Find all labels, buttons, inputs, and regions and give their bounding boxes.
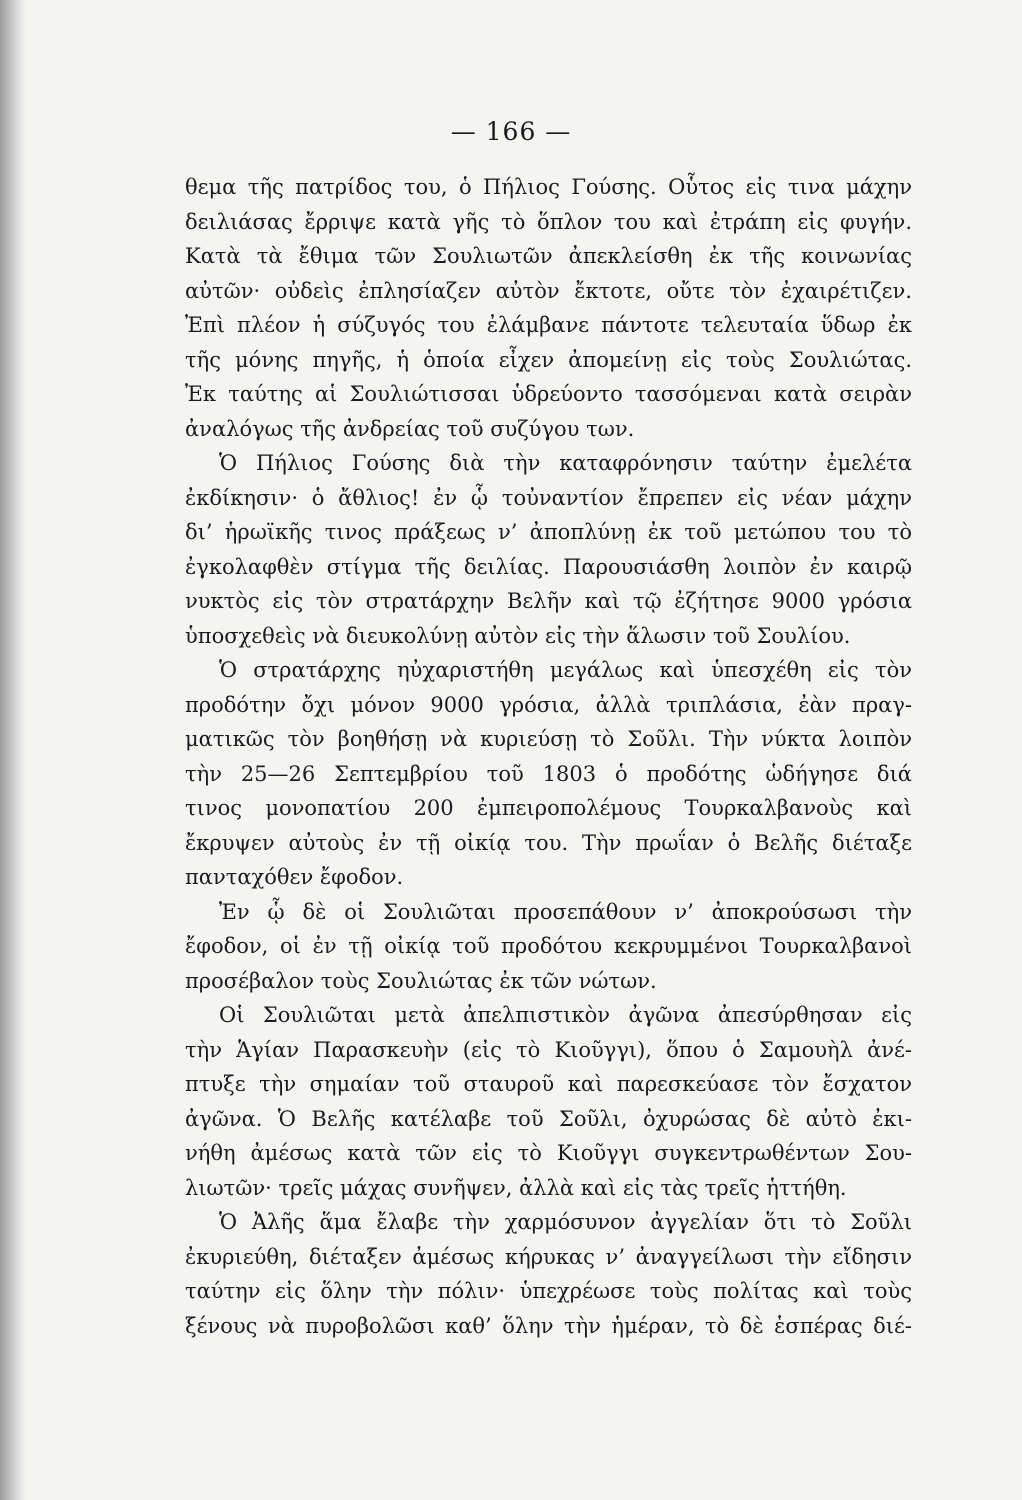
- text-line: πτυξε τὴν σημαίαν τοῦ σταυροῦ καὶ παρεσκεύασε τὸν ἔσχατον: [185, 1072, 912, 1096]
- text-line: τῆς μόνης πηγῆς, ἡ ὁποία εἶχεν ἀπομείνῃ εἰς τοὺς Σουλιώτας.: [185, 347, 912, 372]
- body-text: [185, 170, 912, 1343]
- text-line: λιωτῶν· τρεῖς μάχας συνῆψεν, ἀλλὰ καὶ εἰς τὰς τρεῖς ἡττήθη.: [185, 1175, 847, 1200]
- text-line: νυκτὸς εἰς τὸν στρατάρχην Βελῆν καὶ τῷ ἐζήτησε 9000 γρόσια: [185, 589, 912, 613]
- text-line: ἀγῶνα. Ὁ Βελῆς κατέλαβε τοῦ Σοῦλι, ὀχυρώσας δὲ αὐτὸ ἐκι-: [185, 1106, 912, 1131]
- page-number: — 166 —: [450, 117, 572, 146]
- text-line: ὑποσχεθεὶς νὰ διευκολύνῃ αὐτὸν εἰς τὴν ἅλωσιν τοῦ Σουλίου.: [185, 623, 851, 648]
- text-line: Οἱ Σουλιῶται μετὰ ἀπελπιστικὸν ἀγῶνα ἀπεσύρθησαν εἰς: [219, 1003, 912, 1027]
- text-line: Ὁ στρατάρχης ηὐχαριστήθη μεγάλως καὶ ὑπεσχέθη εἰς τὸν: [219, 658, 912, 682]
- text-line: ματικῶς τὸν βοηθήσῃ νὰ κυριεύσῃ τὸ Σοῦλι. Τὴν νύκτα λοιπὸν: [185, 727, 912, 751]
- text-line: ἐκδίκησιν· ὁ ἄθλιος! ἐν ᾧ τοὐναντίον ἔπρεπεν εἰς νέαν μάχην: [185, 485, 912, 510]
- text-line: τὴν Ἁγίαν Παρασκευὴν (εἰς τὸ Κιοῦγγι), ὅπου ὁ Σαμουὴλ ἀνέ-: [185, 1037, 912, 1062]
- text-line: αὐτῶν· οὐδεὶς ἐπλησίαζεν αὐτὸν ἔκτοτε, οὔτε τὸν ἐχαιρέτιζεν.: [185, 278, 912, 303]
- text-line: θεμα τῆς πατρίδος του, ὁ Πήλιος Γούσης. Οὗτος εἰς τινα μάχην: [185, 175, 912, 199]
- text-line: πανταχόθεν ἔφοδον.: [185, 865, 404, 889]
- text-line: ταύτην εἰς ὅλην τὴν πόλιν· ὑπεχρέωσε τοὺς πολίτας καὶ τοὺς: [185, 1279, 912, 1303]
- text-line: δι’ ἡρωϊκῆς τινος πράξεως ν’ ἀποπλύνῃ ἐκ τοῦ μετώπου του τὸ: [185, 520, 912, 544]
- page-edge-shadow: [0, 0, 26, 1500]
- text-line: ἐγκολαφθὲν στίγμα τῆς δειλίας. Παρουσιάσθη λοιπὸν ἐν καιρῷ: [185, 554, 912, 579]
- text-line: τὴν 25—26 Σεπτεμβρίου τοῦ 1803 ὁ προδότης ὡδήγησε διά: [185, 761, 912, 786]
- text-line: ἐκυριεύθη, διέταξεν ἀμέσως κήρυκας ν’ ἀναγγείλωσι τὴν εἴδησιν: [185, 1244, 912, 1269]
- text-line: ξένους νὰ πυροβολῶσι καθ’ ὅλην τὴν ἡμέραν, τὸ δὲ ἑσπέρας διέ-: [185, 1313, 912, 1338]
- text-line: Κατὰ τὰ ἔθιμα τῶν Σουλιωτῶν ἀπεκλείσθη ἐκ τῆς κοινωνίας: [185, 244, 912, 268]
- text-line: ἔφοδον, οἱ ἐν τῇ οἰκίᾳ τοῦ προδότου κεκρυμμένοι Τουρκαλβανοὶ: [185, 934, 912, 958]
- text-line: ἔκρυψεν αὐτοὺς ἐν τῇ οἰκίᾳ του. Τὴν πρωΐαν ὁ Βελῆς διέταξε: [185, 830, 912, 855]
- text-line: Ἐκ ταύτης αἱ Σουλιώτισσαι ὑδρεύοντο τασσόμεναι κατὰ σειρὰν: [185, 382, 912, 406]
- text-line: Ἐπὶ πλέον ἡ σύζυγός του ἐλάμβανε πάντοτε τελευταία ὕδωρ ἐκ: [185, 313, 912, 337]
- text-line: προδότην ὄχι μόνον 9000 γρόσια, ἀλλὰ τριπλάσια, ἐὰν πραγ-: [185, 692, 912, 717]
- text-line: τινος μονοπατίου 200 ἐμπειροπολέμους Τουρκαλβανοὺς καὶ: [185, 796, 912, 820]
- text-line: Ἐν ᾧ δὲ οἱ Σουλιῶται προσεπάθουν ν’ ἀποκρούσωσι τὴν: [219, 899, 912, 924]
- text-line: Ὁ Ἀλῆς ἅμα ἔλαβε τὴν χαρμόσυνον ἀγγελίαν ὅτι τὸ Σοῦλι: [219, 1210, 912, 1234]
- text-line: Ὁ Πήλιος Γούσης διὰ τὴν καταφρόνησιν ταύτην ἐμελέτα: [219, 451, 912, 475]
- text-line: δειλιάσας ἔρριψε κατὰ γῆς τὸ ὅπλον του καὶ ἐτράπη εἰς φυγήν.: [185, 209, 912, 234]
- text-line: προσέβαλον τοὺς Σουλιώτας ἐκ τῶν νώτων.: [185, 968, 657, 993]
- text-line: ἀναλόγως τῆς ἀνδρείας τοῦ συζύγου των.: [185, 416, 635, 441]
- text-line: νήθη ἀμέσως κατὰ τῶν εἰς τὸ Κιοῦγγι συγκεντρωθέντων Σου-: [185, 1141, 912, 1165]
